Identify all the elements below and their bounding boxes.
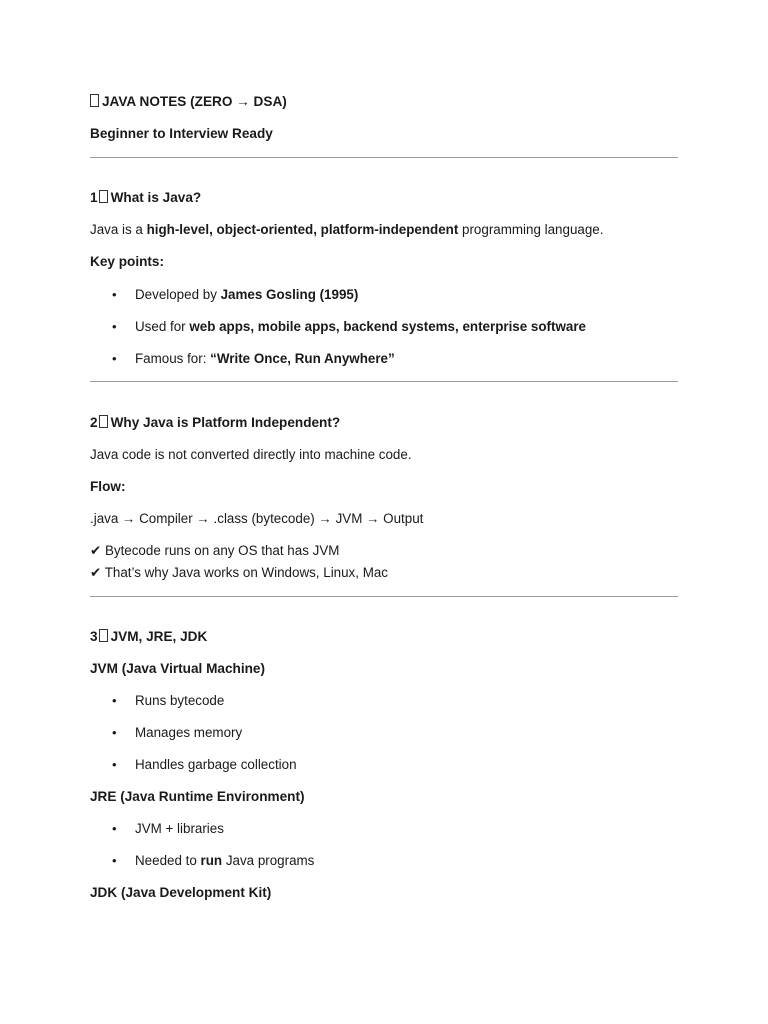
flow-text: .java → Compiler → .class (bytecode) → JVM → Output bbox=[90, 511, 424, 526]
section-heading-1: 1 What is Java? bbox=[90, 190, 202, 205]
paragraph: Java is a high-level, object-oriented, platform-independent programming language. bbox=[90, 222, 604, 237]
list-item: Famous for: “Write Once, Run Anywhere” bbox=[135, 351, 395, 366]
bullet-dot-icon: • bbox=[112, 821, 117, 836]
list-item: Needed to run Java programs bbox=[135, 853, 315, 868]
list-item: Used for web apps, mobile apps, backend systems, enterprise software bbox=[135, 319, 586, 334]
box-glyph-icon bbox=[99, 629, 108, 642]
box-glyph-icon bbox=[90, 94, 99, 107]
list-item: Handles garbage collection bbox=[135, 757, 297, 772]
bullet-dot-icon: • bbox=[112, 319, 117, 334]
bullet-dot-icon: • bbox=[112, 287, 117, 302]
paragraph: Java code is not converted directly into machine code. bbox=[90, 447, 412, 462]
check-item: ✔ That’s why Java works on Windows, Linux, Mac bbox=[90, 565, 388, 580]
list-item: Manages memory bbox=[135, 725, 243, 740]
document-subtitle: Beginner to Interview Ready bbox=[90, 126, 273, 141]
list-item: JVM + libraries bbox=[135, 821, 224, 836]
divider bbox=[90, 381, 678, 382]
document-title: JAVA NOTES (ZERO → DSA) bbox=[90, 93, 287, 111]
subheading-jvm: JVM (Java Virtual Machine) bbox=[90, 661, 266, 676]
divider bbox=[90, 596, 678, 597]
list-item: Runs bytecode bbox=[135, 693, 225, 708]
bullet-dot-icon: • bbox=[112, 757, 117, 772]
subheading-jdk: JDK (Java Development Kit) bbox=[90, 885, 272, 900]
bullet-dot-icon: • bbox=[112, 853, 117, 868]
box-glyph-icon bbox=[99, 415, 108, 428]
check-item: ✔ Bytecode runs on any OS that has JVM bbox=[90, 543, 340, 558]
bullet-dot-icon: • bbox=[112, 351, 117, 366]
keypoints-label: Key points: bbox=[90, 254, 165, 269]
divider bbox=[90, 157, 678, 158]
section-heading-2: 2 Why Java is Platform Independent? bbox=[90, 415, 341, 430]
bullet-dot-icon: • bbox=[112, 693, 117, 708]
flow-label: Flow: bbox=[90, 479, 126, 494]
list-item: Developed by James Gosling (1995) bbox=[135, 287, 359, 302]
box-glyph-icon bbox=[99, 190, 108, 203]
section-heading-3: 3 JVM, JRE, JDK bbox=[90, 629, 208, 644]
bullet-dot-icon: • bbox=[112, 725, 117, 740]
subheading-jre: JRE (Java Runtime Environment) bbox=[90, 789, 305, 804]
